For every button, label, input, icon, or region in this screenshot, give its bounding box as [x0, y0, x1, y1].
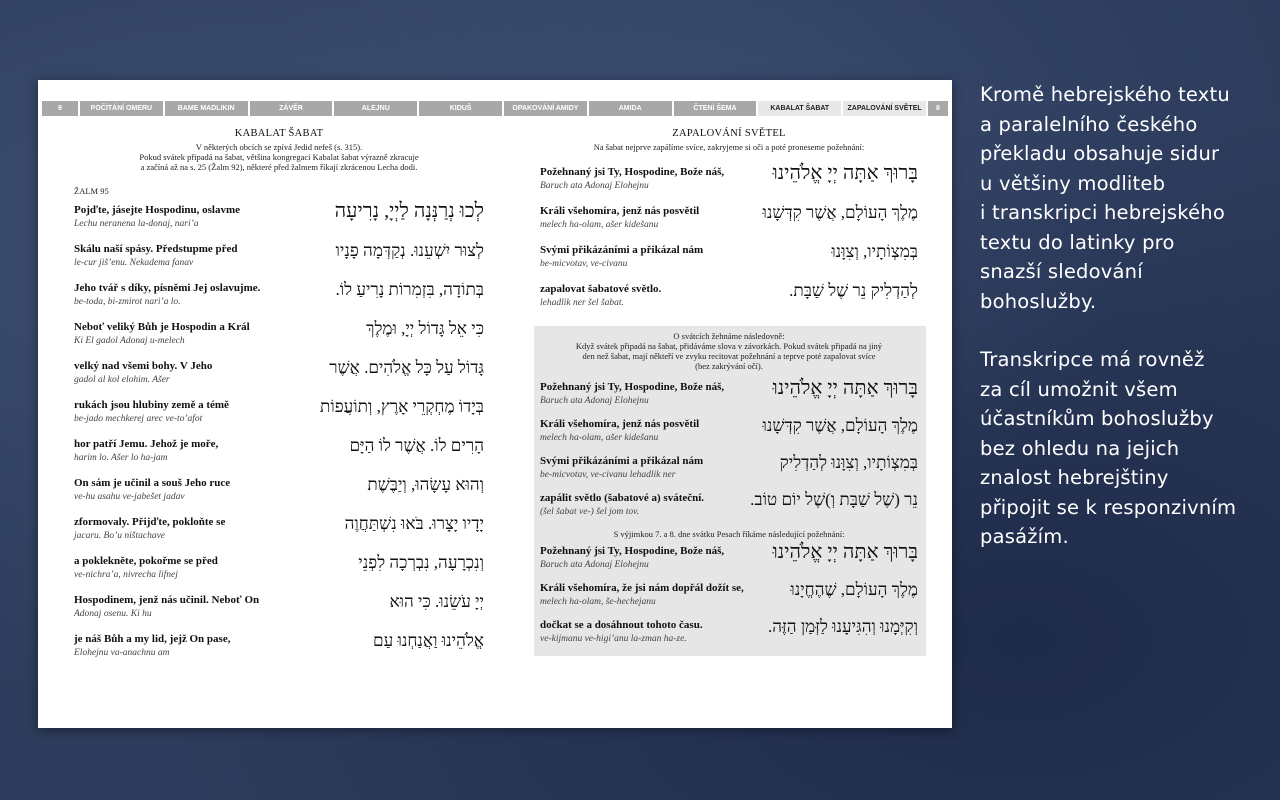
hebrew-text: לְהַדְלִיק נֵר שֶׁל שַׁבָּת. — [789, 281, 918, 300]
holiday-verses — [540, 377, 918, 525]
holiday-box — [534, 326, 926, 656]
shehecheyanu-verses — [540, 541, 918, 652]
transliteration: (šel šabat ve-) šel jom tov. — [540, 507, 640, 517]
czech-translation: Jeho tvář s díky, písněmi Jej oslavujme. — [74, 282, 261, 294]
transliteration: be-micvotav, ve-civanu lehadlik ner — [540, 470, 676, 480]
czech-translation: zapalovat šabatové světlo. — [540, 283, 662, 295]
hebrew-text: גָּדוֹל עַל כָּל אֱלֹהִים. אֲשֶׁר — [329, 358, 484, 377]
czech-translation: Pojďte, jásejte Hospodinu, oslavme — [74, 204, 241, 216]
verse-row — [540, 578, 918, 615]
czech-translation: Požehnaný jsi Ty, Hospodine, Bože náš, — [540, 545, 725, 557]
verse-row — [74, 590, 484, 629]
siddur-spread — [38, 80, 952, 728]
verse-row — [74, 473, 484, 512]
hebrew-text: וְהוּא עָשָׂהוּ, וְיַבֶּשֶׁת — [367, 475, 484, 494]
right-page — [540, 128, 918, 656]
verse-row — [540, 488, 918, 525]
transliteration: gadol al kol elohim. Ašer — [74, 375, 170, 385]
transliteration: be-jado mechkerej arec ve-to’afot — [74, 414, 203, 424]
transliteration: Baruch ata Adonaj Elohejnu — [540, 396, 649, 406]
section-tab[interactable]: BAME MADLIKIN — [165, 101, 248, 116]
left-page — [74, 128, 484, 668]
verse-row — [540, 201, 918, 240]
hebrew-text: לְצוּר יִשְׁעֵנוּ. נְקַדְּמָה פָנָיו — [335, 241, 484, 260]
hebrew-text: וְקִיְּמָנוּ וְהִגִּיעָנוּ לַזְּמַן הַזֶּה. — [768, 617, 918, 636]
section-tab[interactable]: AMIDA — [589, 101, 672, 116]
right-page-title: ZAPALOVÁNÍ SVĚTEL — [672, 128, 786, 139]
transliteration: lehadlik ner šel šabat. — [540, 298, 624, 308]
czech-translation: Požehnaný jsi Ty, Hospodine, Bože náš, — [540, 381, 725, 393]
hebrew-text: אֱלֹהֵינוּ וַאֲנַחְנוּ עַם — [372, 631, 484, 650]
holiday-note — [540, 331, 918, 371]
holiday-note-line: Když svátek připadá na šabat, přidáváme slova v závorkách. Pokud svátek připadá na jiný — [575, 341, 883, 351]
description-paragraph-1: Kromě hebrejského textu a paralelního českého překladu obsahuje sidur u většiny modliteb i transkripci hebrejského textu do latinky pro snazší sledování bohoslužby. — [980, 83, 1230, 313]
czech-translation: Svými přikázáními a přikázal nám — [540, 244, 704, 256]
left-page-title: KABALAT ŠABAT — [234, 128, 324, 139]
verse-row — [74, 512, 484, 551]
czech-translation: hor patří Jemu. Jehož je moře, — [74, 438, 219, 450]
description-paragraph-2: Transkripce má rovněž za cíl umožnit všem účastníkům bohoslužby bez ohledu na jejich znalost hebrejštiny připojit se k responzivním pasážím. — [980, 348, 1237, 548]
verse-row — [74, 551, 484, 590]
hebrew-text: מֶלֶךְ הָעוֹלָם, אֲשֶׁר קִדְּשָׁנוּ — [762, 203, 918, 222]
czech-translation: je náš Bůh a my lid, jejž On pase, — [74, 633, 231, 645]
hebrew-text: בְּתוֹדָה, בִּזְמִרוֹת נָרִיעַ לוֹ. — [335, 280, 484, 299]
czech-translation: zapálit světlo (šabatové a) sváteční. — [540, 492, 705, 504]
transliteration: harim lo. Ašer lo ha-jam — [74, 453, 168, 463]
czech-translation: Králi všehomíra, jenž nás posvětil — [540, 205, 700, 217]
czech-translation: On sám je učinil a souš Jeho ruce — [74, 477, 231, 489]
hebrew-text: בְּמִצְוֹתָיו, וְצִוָּנוּ לְהַדְלִיק — [779, 453, 918, 472]
hebrew-text: כִּי אֵל גָּדוֹל יְיָ, וּמֶלֶךְ — [366, 319, 484, 338]
czech-translation: Svými přikázáními a přikázal nám — [540, 455, 704, 467]
section-tab[interactable]: ZAPALOVÁNÍ SVĚTEL — [843, 101, 926, 116]
czech-translation: Hospodinem, jenž nás učinil. Neboť On — [74, 594, 260, 606]
section-tab[interactable]: KIDUŠ — [419, 101, 502, 116]
left-intro-line: Pokud svátek připadá na šabat, většina kongregací Kabalat šabat výrazně zkracuje — [139, 152, 419, 162]
verse-row — [540, 377, 918, 414]
section-tab[interactable]: ČTENÍ ŠEMA — [674, 101, 757, 116]
verse-row — [74, 200, 484, 239]
holiday-note-line: (bez zakrývání očí). — [695, 361, 763, 371]
czech-translation: rukách jsou hlubiny země a témě — [74, 399, 229, 411]
transliteration: ve-hu asahu ve-jabešet jadav — [74, 492, 185, 502]
hebrew-text: לְכוּ נְרַנְּנָה לַיְיָ, נָרִיעָה — [334, 200, 484, 222]
verse-row — [74, 356, 484, 395]
pesach-note: S výjimkou 7. a 8. dne svátku Pesach říkáme následující požehnání: — [613, 529, 845, 539]
hebrew-text: בָּרוּךְ אַתָּה יְיָ אֱלֹהֵינוּ — [772, 377, 918, 399]
transliteration: melech ha-olam, še-hechejanu — [540, 597, 656, 607]
transliteration: jacaru. Bo’u ništachave — [74, 531, 166, 541]
czech-translation: a poklekněte, pokořme se před — [74, 555, 218, 567]
left-verses — [74, 200, 484, 668]
verse-row — [74, 317, 484, 356]
czech-translation: velký nad všemi bohy. V Jeho — [74, 360, 213, 372]
section-tab[interactable]: POČÍTÁNÍ OMERU — [80, 101, 163, 116]
transliteration: melech ha-olam, ašer kidešanu — [540, 220, 659, 230]
verse-row — [74, 239, 484, 278]
czech-translation: zformovaly. Přijďte, pokloňte se — [74, 516, 226, 528]
transliteration: Adonaj osenu. Ki hu — [74, 609, 152, 619]
hebrew-text: בְּמִצְוֹתָיו, וְצִוָּנוּ — [831, 242, 918, 261]
right-intro: Na šabat nejprve zapálíme svíce, zakryjeme si oči a poté proneseme požehnání: — [593, 142, 865, 152]
hebrew-text: יְיָ עֹשֵׂנוּ. כִּי הוּא — [389, 592, 484, 611]
hebrew-text: וְנִכְרָעָה, נִבְרְכָה לִפְנֵי — [358, 553, 484, 572]
verse-row — [540, 451, 918, 488]
transliteration: Elohejnu va-anachnu am — [74, 648, 170, 658]
transliteration: Lechu neranena la-donaj, nari’a — [74, 219, 199, 229]
hebrew-text: מֶלֶךְ הָעוֹלָם, שֶׁהֶחֱיָנוּ — [790, 580, 918, 599]
transliteration: Baruch ata Adonaj Elohejnu — [540, 181, 649, 191]
page-number-tab: 8 — [928, 101, 948, 116]
czech-translation: Králi všehomíra, že jsi nám dopřál dožít se, — [540, 582, 744, 594]
description-text — [980, 80, 1260, 581]
czech-translation: Požehnaný jsi Ty, Hospodine, Bože náš, — [540, 166, 725, 178]
holiday-note-line: O svátcích žehnáme následovně: — [673, 331, 785, 341]
transliteration: le-cur jiš’enu. Nekadema fanav — [74, 258, 194, 268]
page-number-tab: 9 — [42, 101, 78, 116]
transliteration: ve-kijmanu ve-higi’anu la-zman ha-ze. — [540, 634, 687, 644]
hebrew-text: מֶלֶךְ הָעוֹלָם, אֲשֶׁר קִדְּשָׁנוּ — [762, 416, 918, 435]
section-tab[interactable]: ZÁVĚR — [250, 101, 333, 116]
czech-translation: Neboť veliký Bůh je Hospodin a Král — [74, 321, 250, 333]
section-tab[interactable]: OPAKOVÁNÍ AMIDY — [504, 101, 587, 116]
verse-row — [74, 278, 484, 317]
transliteration: be-micvotav, ve-civanu — [540, 259, 628, 269]
right-verses — [540, 162, 918, 318]
holiday-note-line: den než šabat, mají někteří ve zvyku recitovat požehnání a teprve poté zapalovat svíce — [582, 351, 876, 361]
section-tab[interactable]: KABALAT ŠABAT — [758, 101, 841, 116]
hebrew-text: בְּיָדוֹ מֶחְקְרֵי אָרֶץ, וְתוֹעֲפוֹת — [320, 397, 484, 416]
verse-row — [74, 434, 484, 473]
verse-row — [74, 629, 484, 668]
left-intro — [74, 142, 484, 172]
section-tab-bar — [42, 101, 948, 116]
verse-row — [540, 615, 918, 652]
hebrew-text: יָדָיו יָצָרוּ. בֹּאוּ נִשְׁתַּחֲוֶה — [344, 514, 484, 533]
section-tab[interactable]: ALEJNU — [334, 101, 417, 116]
transliteration: Ki El gadol Adonaj u-melech — [74, 336, 185, 346]
transliteration: ve-nichra’a, nivrecha lifnej — [74, 570, 178, 580]
transliteration: be-toda, bi-zmirot nari’a lo. — [74, 297, 181, 307]
verse-row — [540, 414, 918, 451]
verse-row — [74, 395, 484, 434]
czech-translation: Králi všehomíra, jenž nás posvětil — [540, 418, 700, 430]
verse-row — [540, 279, 918, 318]
hebrew-text: בָּרוּךְ אַתָּה יְיָ אֱלֹהֵינוּ — [772, 162, 918, 184]
hebrew-text: בָּרוּךְ אַתָּה יְיָ אֱלֹהֵינוּ — [772, 541, 918, 563]
left-intro-line: a začíná až na s. 25 (Žalm 92), některé před žalmem říkají zkrácenou Lecha dodi. — [140, 162, 418, 172]
transliteration: melech ha-olam, ašer kidešanu — [540, 433, 659, 443]
psalm-label: ŽALM 95 — [74, 186, 109, 196]
verse-row — [540, 162, 918, 201]
hebrew-text: הָרִים לוֹ. אֲשֶׁר לוֹ הַיָּם — [349, 436, 484, 455]
left-intro-line: V některých obcích se zpívá Jedid nefeš (s. 315). — [195, 142, 363, 152]
czech-translation: Skálu naší spásy. Předstupme před — [74, 243, 238, 255]
transliteration: Baruch ata Adonaj Elohejnu — [540, 560, 649, 570]
verse-row — [540, 240, 918, 279]
verse-row — [540, 541, 918, 578]
hebrew-text: נֵר (שֶׁל שַׁבָּת וְ)שֶׁל יוֹם טוֹב. — [750, 490, 918, 509]
czech-translation: dočkat se a dosáhnout tohoto času. — [540, 619, 703, 631]
